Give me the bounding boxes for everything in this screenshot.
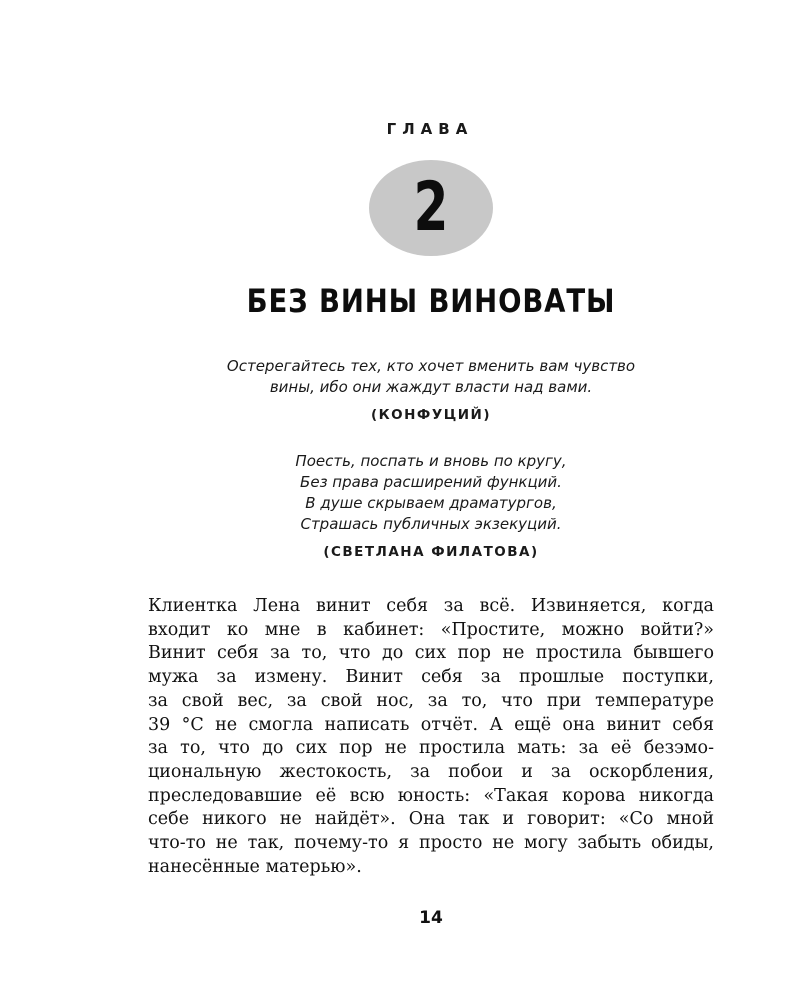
body-line: мужа за измену. Винит себя за прошлые поступки, <box>148 667 714 688</box>
body-line: Винит себя за то, что до сих пор не простила бывшего <box>148 643 714 664</box>
body-paragraph <box>148 595 714 879</box>
body-line: преследовавшие её всю юность: «Такая корова никогда <box>148 785 714 806</box>
epigraph-line: вины, ибо они жаждут власти над вами. <box>269 378 593 396</box>
body-line: Клиентка Лена винит себя за всё. Извиняется, когда <box>148 596 714 616</box>
epigraph-line: Страшась публичных экзекуций. <box>300 515 562 533</box>
body-line: входит ко мне в кабинет: «Простите, можно войти?» <box>148 619 714 640</box>
body-line: за то, что до сих пор не простила мать: за её безэмо- <box>148 738 714 759</box>
chapter-label: ГЛАВА <box>386 120 474 138</box>
epigraph-attribution: (СВЕТЛАНА ФИЛАТОВА) <box>323 544 539 560</box>
body-line: себе никого не найдёт». Она так и говорит: «Со мной <box>148 809 714 830</box>
epigraph-poem <box>0 451 800 535</box>
body-line: 39 °С не смогла написать отчёт. А ещё она винит себя <box>148 714 714 735</box>
epigraph-attribution: (КОНФУЦИЙ) <box>370 407 492 423</box>
chapter-number: 2 <box>413 168 449 247</box>
body-line: за свой вес, за свой нос, за то, что при температуре <box>148 690 714 711</box>
epigraph-line: Остерегайтесь тех, кто хочет вменить вам чувство <box>226 357 636 375</box>
body-line: что-то не так, почему-то я просто не могу забыть обиды, <box>148 833 714 854</box>
epigraph-line: В душе скрываем драматургов, <box>305 494 557 512</box>
epigraph-confucius <box>0 356 800 398</box>
epigraph-line: Поесть, поспать и вновь по кругу, <box>295 452 567 470</box>
page-number: 14 <box>419 908 443 928</box>
body-line: нанесённые матерью». <box>148 856 362 877</box>
body-line: циональную жестокость, за побои и за оскорбления, <box>148 761 714 782</box>
epigraph-line: Без права расширений функций. <box>300 473 562 491</box>
chapter-title: БЕЗ ВИНЫ ВИНОВАТЫ <box>246 282 616 320</box>
